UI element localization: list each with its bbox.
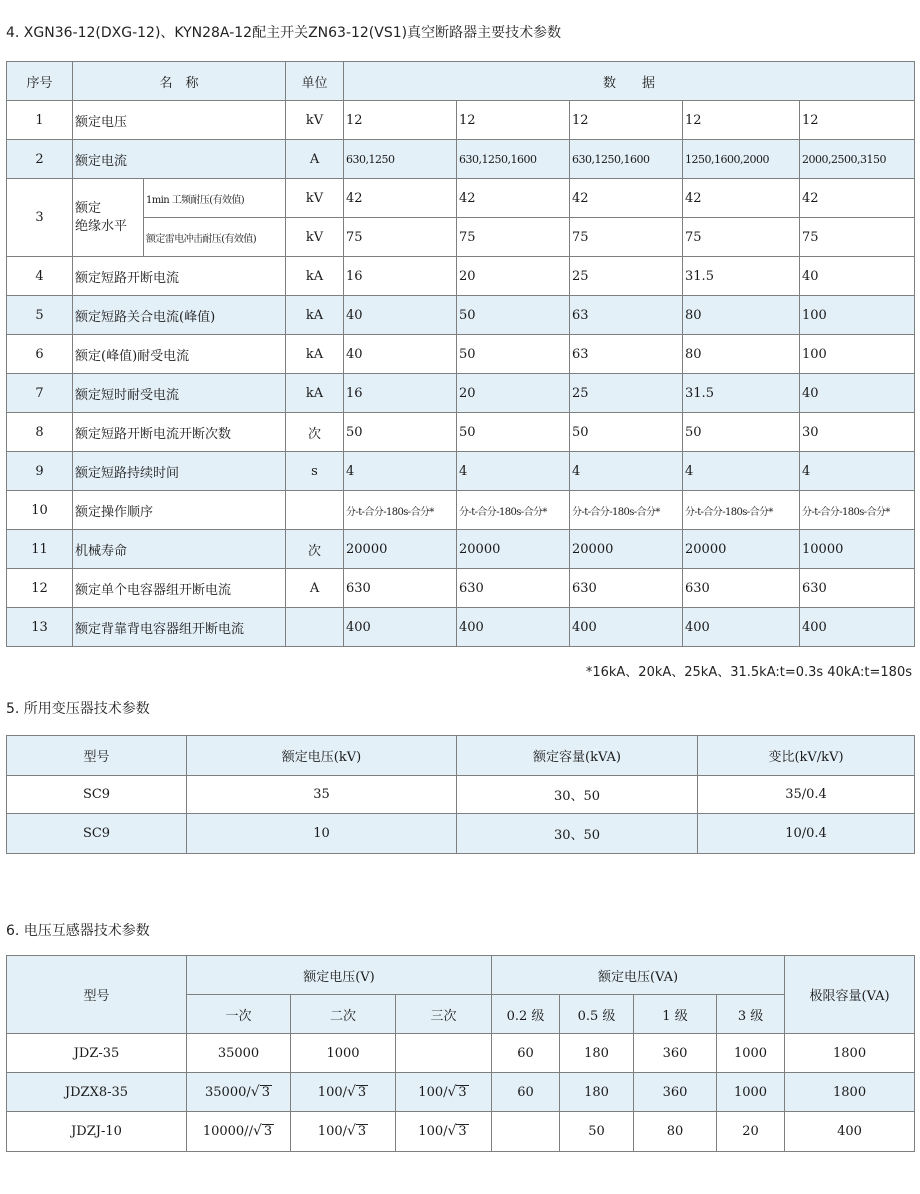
row-seq: 6 bbox=[7, 335, 73, 374]
row-subname: 额定雷电冲击耐压(有效值) bbox=[144, 218, 286, 257]
cell-value: 25 bbox=[570, 257, 683, 296]
cell-va: 1000 bbox=[717, 1073, 785, 1112]
cell-value: 12 bbox=[344, 101, 457, 140]
cell-value: 分-t-合分-180s-合分* bbox=[683, 491, 800, 530]
footnote: *16kA、20kA、25kA、31.5kA:t=0.3s 40kA:t=180s bbox=[585, 665, 912, 680]
row-name: 额定短路开断电流开断次数 bbox=[73, 413, 286, 452]
cell-value: 20000 bbox=[683, 530, 800, 569]
cell-value: 42 bbox=[457, 179, 570, 218]
cell-value: 4 bbox=[344, 452, 457, 491]
table-row bbox=[7, 1112, 915, 1152]
transformer-params-table bbox=[6, 735, 915, 854]
cell-secondary: 1000 bbox=[291, 1034, 396, 1073]
cell-limit: 1800 bbox=[785, 1034, 915, 1073]
cell-value: 100 bbox=[800, 335, 915, 374]
col-header-ratio: 变比(kV/kV) bbox=[698, 736, 915, 776]
section6-title: 6. 电压互感器技术参数 bbox=[6, 923, 150, 939]
col-header-unit: 单位 bbox=[286, 62, 344, 101]
cell-value: 630,1250 bbox=[344, 140, 457, 179]
cell-value: 31.5 bbox=[683, 374, 800, 413]
row-seq: 3 bbox=[7, 179, 73, 257]
col-header-data: 数 据 bbox=[344, 62, 915, 101]
table-header-row bbox=[7, 736, 915, 776]
row-name: 额定短路开断电流 bbox=[73, 257, 286, 296]
table-row bbox=[7, 530, 915, 569]
cell-value: 50 bbox=[683, 413, 800, 452]
row-unit: 次 bbox=[286, 413, 344, 452]
row-seq: 1 bbox=[7, 101, 73, 140]
value-prefix: 100/ bbox=[317, 1124, 347, 1140]
row-unit: kA bbox=[286, 257, 344, 296]
cell-value: 40 bbox=[800, 257, 915, 296]
cell-value: 25 bbox=[570, 374, 683, 413]
col-header-va-group: 额定电压(VA) bbox=[492, 956, 785, 995]
cell-value: 4 bbox=[683, 452, 800, 491]
row-name: 机械寿命 bbox=[73, 530, 286, 569]
cell-value: 400 bbox=[570, 608, 683, 647]
row-seq: 4 bbox=[7, 257, 73, 296]
cell-ratio: 10/0.4 bbox=[698, 814, 915, 854]
cell-value: 75 bbox=[570, 218, 683, 257]
cell-secondary bbox=[291, 1073, 396, 1112]
cell-value: 12 bbox=[457, 101, 570, 140]
row-seq: 8 bbox=[7, 413, 73, 452]
row-seq: 9 bbox=[7, 452, 73, 491]
cell-value: 分-t-合分-180s-合分* bbox=[800, 491, 915, 530]
cell-value: 12 bbox=[570, 101, 683, 140]
cell-value: 50 bbox=[457, 296, 570, 335]
cell-value: 16 bbox=[344, 257, 457, 296]
cell-model: JDZJ-10 bbox=[7, 1112, 187, 1152]
cell-value: 75 bbox=[344, 218, 457, 257]
row-unit: kV bbox=[286, 101, 344, 140]
cell-capacity: 30、50 bbox=[457, 814, 698, 854]
cell-value: 16 bbox=[344, 374, 457, 413]
cell-va: 60 bbox=[492, 1073, 560, 1112]
table-row bbox=[7, 296, 915, 335]
cell-value: 630 bbox=[683, 569, 800, 608]
cell-value: 63 bbox=[570, 296, 683, 335]
cell-value: 40 bbox=[800, 374, 915, 413]
cell-value: 42 bbox=[344, 179, 457, 218]
table-row bbox=[7, 491, 915, 530]
row-seq: 2 bbox=[7, 140, 73, 179]
table-row bbox=[7, 218, 915, 257]
cell-model: JDZX8-35 bbox=[7, 1073, 187, 1112]
cell-value: 1250,1600,2000 bbox=[683, 140, 800, 179]
cell-tertiary bbox=[396, 1112, 492, 1152]
row-unit bbox=[286, 491, 344, 530]
cell-value: 50 bbox=[344, 413, 457, 452]
table-row bbox=[7, 140, 915, 179]
table-row bbox=[7, 374, 915, 413]
cell-primary: 35000 bbox=[187, 1034, 291, 1073]
row-unit bbox=[286, 608, 344, 647]
cell-value: 75 bbox=[800, 218, 915, 257]
cell-va: 180 bbox=[560, 1034, 634, 1073]
cell-tertiary bbox=[396, 1034, 492, 1073]
row-name: 额定单个电容器组开断电流 bbox=[73, 569, 286, 608]
cell-value: 80 bbox=[683, 296, 800, 335]
table-header-row bbox=[7, 62, 915, 101]
cell-value: 31.5 bbox=[683, 257, 800, 296]
cell-value: 630,1250,1600 bbox=[457, 140, 570, 179]
cell-model: JDZ-35 bbox=[7, 1034, 187, 1073]
cell-primary bbox=[187, 1073, 291, 1112]
cell-va: 360 bbox=[634, 1034, 717, 1073]
table-row bbox=[7, 257, 915, 296]
cell-value: 4 bbox=[570, 452, 683, 491]
cell-value: 63 bbox=[570, 335, 683, 374]
row-subname: 1min 工频耐压(有效值) bbox=[144, 179, 286, 218]
row-name: 额定短路关合电流(峰值) bbox=[73, 296, 286, 335]
cell-value: 100 bbox=[800, 296, 915, 335]
cell-value: 630 bbox=[570, 569, 683, 608]
cell-capacity: 30、50 bbox=[457, 776, 698, 814]
cell-value: 80 bbox=[683, 335, 800, 374]
row-seq: 7 bbox=[7, 374, 73, 413]
cell-model: SC9 bbox=[7, 776, 187, 814]
cell-model: SC9 bbox=[7, 814, 187, 854]
col-header-model: 型号 bbox=[7, 736, 187, 776]
sqrt-icon: √ 3 bbox=[447, 1083, 467, 1100]
cell-va: 360 bbox=[634, 1073, 717, 1112]
breaker-params-table bbox=[6, 61, 915, 647]
table-row bbox=[7, 1073, 915, 1112]
cell-value: 75 bbox=[683, 218, 800, 257]
section5-title: 5. 所用变压器技术参数 bbox=[6, 701, 150, 717]
row-name: 额定(峰值)耐受电流 bbox=[73, 335, 286, 374]
cell-va: 60 bbox=[492, 1034, 560, 1073]
col-header-seq: 序号 bbox=[7, 62, 73, 101]
col-header-limit: 极限容量(VA) bbox=[785, 956, 915, 1034]
row-seq: 12 bbox=[7, 569, 73, 608]
cell-value: 30 bbox=[800, 413, 915, 452]
cell-value: 12 bbox=[800, 101, 915, 140]
table-row bbox=[7, 179, 915, 218]
cell-ratio: 35/0.4 bbox=[698, 776, 915, 814]
cell-value: 20000 bbox=[570, 530, 683, 569]
row-seq: 5 bbox=[7, 296, 73, 335]
row-name: 额定操作顺序 bbox=[73, 491, 286, 530]
cell-value: 40 bbox=[344, 335, 457, 374]
row-name: 额定短路持续时间 bbox=[73, 452, 286, 491]
sqrt-icon: √ 3 bbox=[252, 1123, 273, 1140]
cell-value: 40 bbox=[344, 296, 457, 335]
cell-value: 20000 bbox=[457, 530, 570, 569]
row-name: 额定电流 bbox=[73, 140, 286, 179]
cell-value: 20 bbox=[457, 374, 570, 413]
row-unit: kV bbox=[286, 179, 344, 218]
table-row bbox=[7, 814, 915, 854]
col-header-tertiary: 三次 bbox=[396, 995, 492, 1034]
sqrt-icon: √ 3 bbox=[347, 1123, 367, 1140]
col-header-capacity: 额定容量(kVA) bbox=[457, 736, 698, 776]
cell-limit: 400 bbox=[785, 1112, 915, 1152]
col-header-voltage: 额定电压(kV) bbox=[187, 736, 457, 776]
col-header-secondary: 二次 bbox=[291, 995, 396, 1034]
row-group-name: 额定 绝缘水平 bbox=[73, 179, 144, 257]
cell-value: 分-t-合分-180s-合分* bbox=[344, 491, 457, 530]
cell-value: 20000 bbox=[344, 530, 457, 569]
cell-value: 630 bbox=[344, 569, 457, 608]
cell-limit: 1800 bbox=[785, 1073, 915, 1112]
cell-va: 50 bbox=[560, 1112, 634, 1152]
col-header-class-05: 0.5 级 bbox=[560, 995, 634, 1034]
table-row bbox=[7, 335, 915, 374]
sqrt-icon: √ 3 bbox=[447, 1123, 467, 1140]
table-row bbox=[7, 1034, 915, 1073]
cell-value: 400 bbox=[683, 608, 800, 647]
cell-value: 400 bbox=[344, 608, 457, 647]
row-unit: kV bbox=[286, 218, 344, 257]
row-seq: 11 bbox=[7, 530, 73, 569]
cell-primary bbox=[187, 1112, 291, 1152]
cell-va: 80 bbox=[634, 1112, 717, 1152]
cell-value: 630 bbox=[457, 569, 570, 608]
value-prefix: 100/ bbox=[418, 1084, 448, 1100]
cell-voltage: 35 bbox=[187, 776, 457, 814]
cell-value: 10000 bbox=[800, 530, 915, 569]
cell-value: 630,1250,1600 bbox=[570, 140, 683, 179]
cell-value: 分-t-合分-180s-合分* bbox=[570, 491, 683, 530]
cell-value: 42 bbox=[683, 179, 800, 218]
col-header-model: 型号 bbox=[7, 956, 187, 1034]
col-header-voltage-group: 额定电压(V) bbox=[187, 956, 492, 995]
cell-value: 50 bbox=[457, 335, 570, 374]
row-seq: 13 bbox=[7, 608, 73, 647]
pt-params-table bbox=[6, 955, 915, 1152]
table-row bbox=[7, 776, 915, 814]
value-prefix: 100/ bbox=[418, 1124, 448, 1140]
cell-value: 4 bbox=[800, 452, 915, 491]
cell-value: 400 bbox=[457, 608, 570, 647]
sqrt-icon: √ 3 bbox=[250, 1083, 270, 1100]
value-prefix: 100/ bbox=[317, 1084, 347, 1100]
cell-value: 12 bbox=[683, 101, 800, 140]
cell-value: 42 bbox=[800, 179, 915, 218]
section4-title: 4. XGN36-12(DXG-12)、KYN28A-12配主开关ZN63-12(VS1)真空断路器主要技术参数 bbox=[6, 25, 562, 41]
cell-va: 1000 bbox=[717, 1034, 785, 1073]
cell-value: 400 bbox=[800, 608, 915, 647]
row-unit: 次 bbox=[286, 530, 344, 569]
cell-value: 分-t-合分-180s-合分* bbox=[457, 491, 570, 530]
row-name: 额定短时耐受电流 bbox=[73, 374, 286, 413]
cell-value: 42 bbox=[570, 179, 683, 218]
row-name: 额定电压 bbox=[73, 101, 286, 140]
cell-voltage: 10 bbox=[187, 814, 457, 854]
table-row bbox=[7, 452, 915, 491]
table-row bbox=[7, 569, 915, 608]
cell-value: 20 bbox=[457, 257, 570, 296]
cell-va: 20 bbox=[717, 1112, 785, 1152]
row-unit: A bbox=[286, 569, 344, 608]
col-header-primary: 一次 bbox=[187, 995, 291, 1034]
cell-value: 75 bbox=[457, 218, 570, 257]
cell-value: 2000,2500,3150 bbox=[800, 140, 915, 179]
row-name: 额定背靠背电容器组开断电流 bbox=[73, 608, 286, 647]
col-header-class-02: 0.2 级 bbox=[492, 995, 560, 1034]
cell-va bbox=[492, 1112, 560, 1152]
value-prefix: 35000/ bbox=[205, 1084, 251, 1100]
cell-tertiary bbox=[396, 1073, 492, 1112]
row-unit: s bbox=[286, 452, 344, 491]
table-header-row bbox=[7, 956, 915, 995]
cell-value: 50 bbox=[570, 413, 683, 452]
cell-secondary bbox=[291, 1112, 396, 1152]
cell-value: 630 bbox=[800, 569, 915, 608]
sqrt-icon: √ 3 bbox=[347, 1083, 367, 1100]
table-row bbox=[7, 101, 915, 140]
row-unit: kA bbox=[286, 296, 344, 335]
row-unit: kA bbox=[286, 335, 344, 374]
row-seq: 10 bbox=[7, 491, 73, 530]
col-header-name: 名 称 bbox=[73, 62, 286, 101]
row-unit: A bbox=[286, 140, 344, 179]
cell-va: 180 bbox=[560, 1073, 634, 1112]
cell-value: 50 bbox=[457, 413, 570, 452]
value-prefix: 10000// bbox=[202, 1124, 253, 1140]
row-unit: kA bbox=[286, 374, 344, 413]
col-header-class-1: 1 级 bbox=[634, 995, 717, 1034]
table-row bbox=[7, 413, 915, 452]
table-row bbox=[7, 608, 915, 647]
col-header-class-3: 3 级 bbox=[717, 995, 785, 1034]
cell-value: 4 bbox=[457, 452, 570, 491]
